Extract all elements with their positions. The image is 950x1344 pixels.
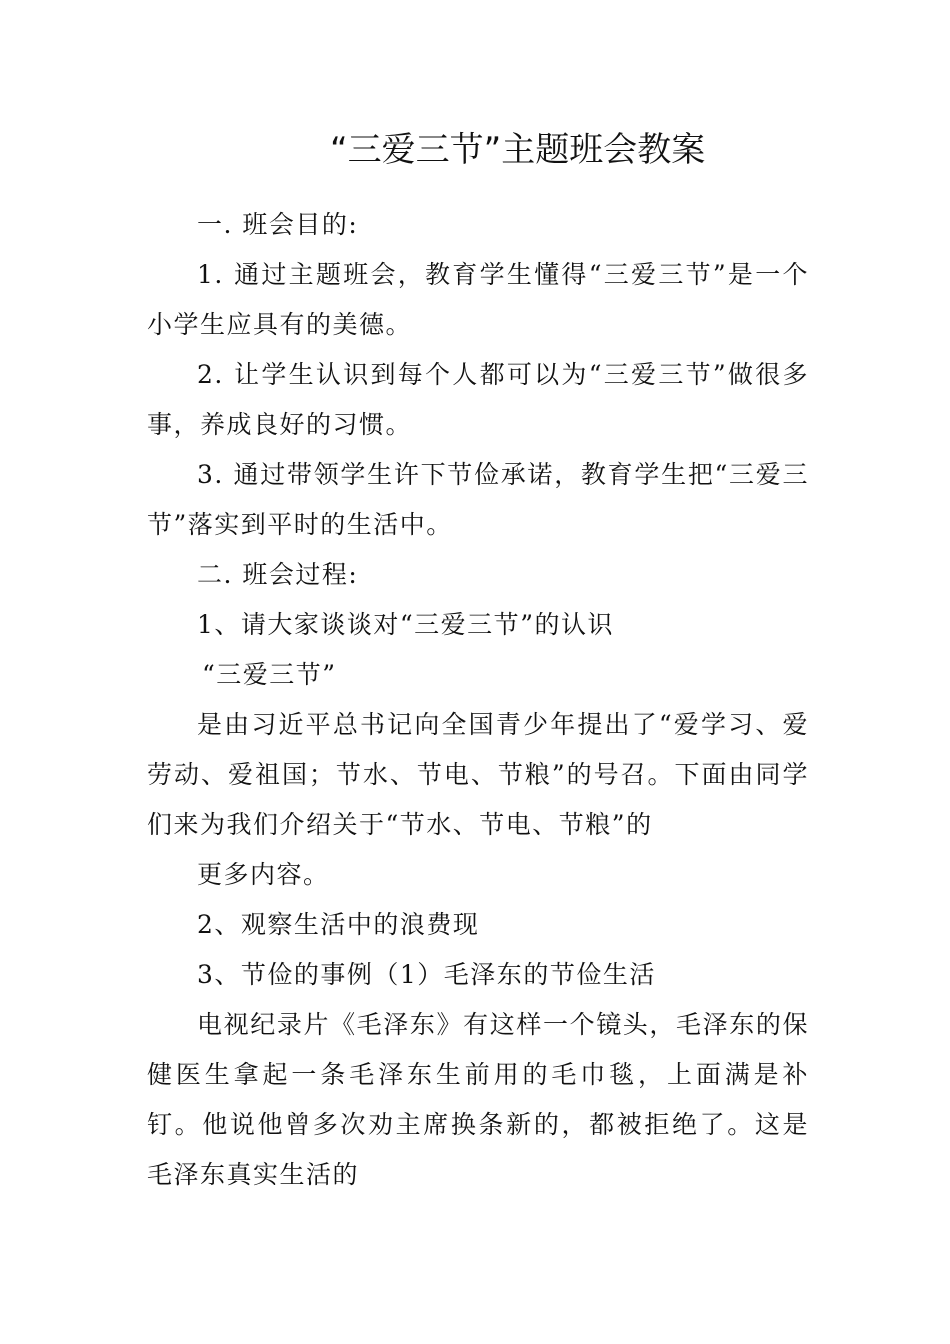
section-heading-purpose: 一. 班会目的: — [197, 210, 359, 239]
purpose-item-3: 3. 通过带领学生许下节俭承诺，教育学生把“三爱三节”落实到平时的生活中。 — [147, 460, 809, 539]
term-explanation: 是由习近平总书记向全国青少年提出了“爱学习、爱劳动、爱祖国；节水、节电、节粮”的号召。下面由同学们来为我们介绍关于“节水、节电、节粮”的 — [147, 710, 809, 839]
purpose-item-2: 2. 让学生认识到每个人都可以为“三爱三节”做很多事，养成良好的习惯。 — [147, 360, 809, 439]
quoted-term: “三爱三节” — [202, 660, 337, 689]
process-step-1: 1、请大家谈谈对“三爱三节”的认识 — [197, 610, 614, 639]
process-step-2: 2、观察生活中的浪费现 — [197, 910, 480, 939]
example-paragraph: 电视纪录片《毛泽东》有这样一个镜头，毛泽东的保健医生拿起一条毛泽东生前用的毛巾毯，上面满是补钉。他说他曾多次劝主席换条新的，都被拒绝了。这是毛泽东真实生活的 — [147, 1010, 809, 1189]
document-title: “三爱三节”主题班会教案 — [330, 130, 706, 170]
section-heading-process: 二. 班会过程: — [197, 560, 359, 589]
document-body — [147, 200, 809, 1200]
process-step-3: 3、节俭的事例（1）毛泽东的节俭生活 — [197, 960, 656, 989]
purpose-item-1: 1. 通过主题班会，教育学生懂得“三爱三节”是一个小学生应具有的美德。 — [147, 260, 809, 339]
term-explanation-continued: 更多内容。 — [197, 860, 330, 889]
